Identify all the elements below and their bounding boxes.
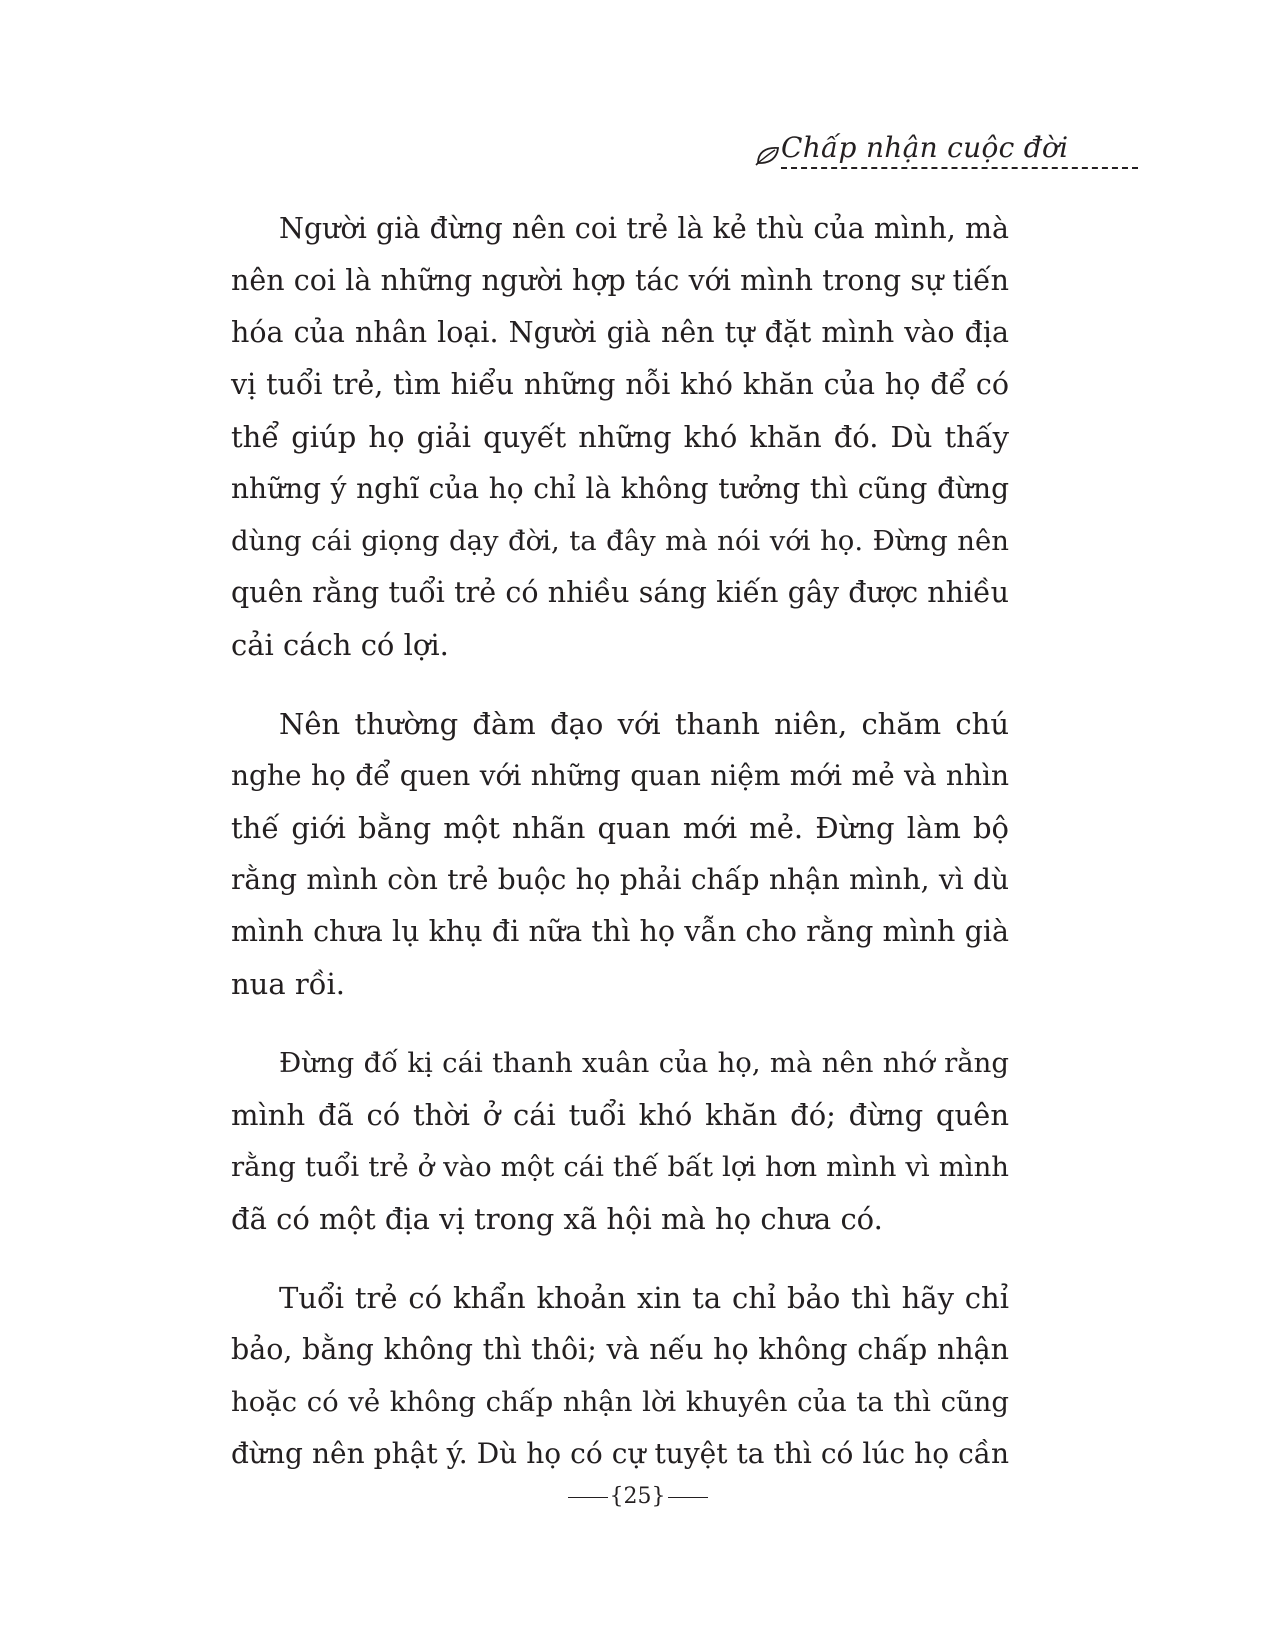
body-text — [231, 203, 1009, 1507]
text-line: thể giúp họ giải quyết những khó khăn đó. Dù thấy — [231, 420, 1009, 454]
text-line: những ý nghĩ của họ chỉ là không tưởng thì cũng đừng — [231, 472, 1009, 505]
footer-ornament-right — [668, 1497, 708, 1498]
text-line: cải cách có lợi. — [231, 628, 449, 662]
text-line: đã có một địa vị trong xã hội mà họ chưa có. — [231, 1202, 883, 1236]
paragraph-3 — [231, 1037, 1009, 1245]
text-line: quên rằng tuổi trẻ có nhiều sáng kiến gây được nhiều — [231, 576, 1009, 609]
page-number-footer — [0, 1484, 1275, 1510]
text-line: mình đã có thời ở cái tuổi khó khăn đó; đừng quên — [231, 1098, 1009, 1132]
text-line: dùng cái giọng dạy đời, ta đây mà nói với họ. Đừng nên — [231, 525, 1009, 557]
text-line: đừng nên phật ý. Dù họ có cự tuyệt ta thì có lúc họ cần — [231, 1437, 1009, 1470]
text-line: thế giới bằng một nhãn quan mới mẻ. Đừng làm bộ — [231, 811, 1009, 845]
running-header — [755, 132, 1138, 172]
paragraph-2 — [231, 698, 1009, 1010]
page-number-bracket-open: { — [609, 1484, 624, 1509]
page-number-bracket-close: } — [651, 1484, 666, 1509]
text-line: nghe họ để quen với những quan niệm mới mẻ và nhìn — [231, 759, 1009, 792]
text-line: rằng mình còn trẻ buộc họ phải chấp nhận mình, vì dù — [231, 863, 1009, 896]
text-line: mình chưa lụ khụ đi nữa thì họ vẫn cho rằng mình già — [231, 915, 1009, 948]
page-number: 25 — [623, 1484, 652, 1509]
header-dashed-rule — [781, 167, 1138, 169]
text-line: Người già đừng nên coi trẻ là kẻ thù của mình, mà — [279, 212, 1009, 245]
text-line: nua rồi. — [231, 967, 345, 1001]
leaf-icon — [755, 144, 781, 166]
paragraph-4 — [231, 1272, 1009, 1480]
text-line: Nên thường đàm đạo với thanh niên, chăm chú — [279, 707, 1009, 741]
text-line: Đừng đố kị cái thanh xuân của họ, mà nên nhớ rằng — [279, 1047, 1009, 1079]
text-line: Tuổi trẻ có khẩn khoản xin ta chỉ bảo thì hãy chỉ — [279, 1281, 1009, 1315]
paragraph-1 — [231, 203, 1009, 671]
text-line: nên coi là những người hợp tác với mình trong sự tiến — [231, 264, 1009, 297]
text-line: hóa của nhân loại. Người già nên tự đặt mình vào địa — [231, 316, 1009, 349]
text-line: vị tuổi trẻ, tìm hiểu những nỗi khó khăn của họ để có — [231, 368, 1009, 401]
footer-ornament-left — [568, 1497, 608, 1498]
text-line: hoặc có vẻ không chấp nhận lời khuyên của ta thì cũng — [231, 1386, 1009, 1418]
text-line: bảo, bằng không thì thôi; và nếu họ không chấp nhận — [231, 1333, 1009, 1366]
text-line: rằng tuổi trẻ ở vào một cái thế bất lợi hơn mình vì mình — [231, 1151, 1009, 1183]
running-header-title: Chấp nhận cuộc đời — [781, 131, 1069, 164]
